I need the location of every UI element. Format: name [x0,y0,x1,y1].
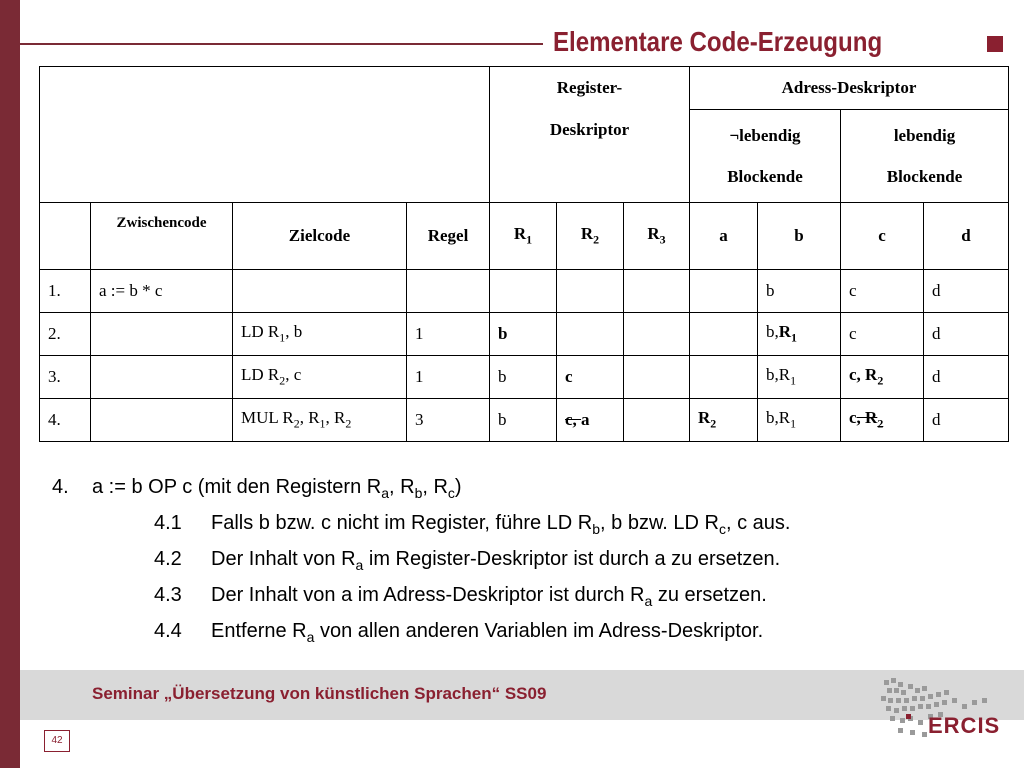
seminar-title: Seminar „Übersetzung von künstlichen Sprachen“ SS09 [92,684,547,703]
row-zwischencode: a := b * c [91,270,233,313]
row-zielcode: MUL $R_2$, $R_1$, $R_2$ [233,399,407,442]
row-a [690,313,758,356]
row-c: c, $R_2$ [841,399,924,442]
table-row [40,313,1009,356]
register-descriptor-header [490,67,690,203]
not-live-header [690,110,841,203]
live-line1: lebendig [893,126,956,145]
row-r3 [624,270,690,313]
register-descriptor-line1: Register- [556,78,623,97]
left-accent-bar [0,0,20,768]
row-r1 [490,270,557,313]
rule-item: 4. a := b OP c (mit den Registern $R_a$, $R_b$, $R_c$) [52,476,462,501]
row-num: 1. [40,270,91,313]
row-r3 [624,313,690,356]
row-a [690,356,758,399]
not-live-line1: ¬lebendig [729,126,801,145]
row-c: c, $R_2$ [841,356,924,399]
rule-item: 4.3 Der Inhalt von a im Adress-Deskriptor ist durch $R_a$ zu ersetzen. [154,584,767,609]
live-header [841,110,1009,203]
row-num: 3. [40,356,91,399]
rule-list [52,472,790,652]
page-number: 42 [44,730,70,752]
row-d: d [924,313,1009,356]
code-generation-table [39,66,1009,442]
col-b-header: b [758,203,841,270]
row-r1: b [490,399,557,442]
col-regel-header: Regel [407,203,490,270]
rule-item: 4.2 Der Inhalt von $R_a$ im Register-Deskriptor ist durch a zu ersetzen. [154,548,781,573]
rule-item: 4.4 Entferne $R_a$ von allen anderen Variablen im Adress-Deskriptor. [154,620,764,645]
live-line2: Blockende [886,167,963,186]
col-r3-header: $R_3$ [624,203,690,270]
slide-title: Elementare Code-Erzeugung [553,26,883,57]
row-r2: c, a [557,399,624,442]
row-zwischencode [91,356,233,399]
header-blank-cell [40,67,490,203]
row-r1: b [490,313,557,356]
ercis-logo: ERCIS [928,713,1001,738]
register-descriptor-line2: Deskriptor [549,120,630,139]
row-b: $b,R_1$ [758,356,841,399]
row-c: c [841,270,924,313]
row-zielcode [233,270,407,313]
col-zielcode-header: Zielcode [233,203,407,270]
row-zielcode: LD $R_2$, c [233,356,407,399]
table-row [40,399,1009,442]
row-b: b [758,270,841,313]
row-r1: b [490,356,557,399]
row-regel: 1 [407,313,490,356]
row-a: $R_2$ [690,399,758,442]
row-d: d [924,399,1009,442]
row-regel: 3 [407,399,490,442]
col-zwischencode-header: Zwischencode [91,203,233,270]
row-r2: c [557,356,624,399]
row-r3 [624,399,690,442]
row-a [690,270,758,313]
row-regel: 1 [407,356,490,399]
col-r2-header: $R_2$ [557,203,624,270]
row-zielcode: LD $R_1$, b [233,313,407,356]
row-d: d [924,270,1009,313]
address-descriptor-header: Adress-Deskriptor [690,67,1009,110]
row-num: 2. [40,313,91,356]
row-b: $b,R_1$ [758,399,841,442]
col-c-header: c [841,203,924,270]
row-regel [407,270,490,313]
row-num: 4. [40,399,91,442]
row-r2 [557,313,624,356]
col-r1-header: $R_1$ [490,203,557,270]
square-bullet-icon [987,36,1003,52]
row-c: c [841,313,924,356]
not-live-line2: Blockende [727,167,803,186]
col-d-header: d [924,203,1009,270]
row-zwischencode [91,313,233,356]
table-row [40,356,1009,399]
table-row [40,270,1009,313]
row-r2 [557,270,624,313]
rule-item: 4.1 Falls b bzw. c nicht im Register, führe LD $R_b$, b bzw. LD $R_c$, c aus. [154,512,791,537]
col-num-header [40,203,91,270]
row-r3 [624,356,690,399]
row-d: d [924,356,1009,399]
row-zwischencode [91,399,233,442]
col-a-header: a [690,203,758,270]
title-rule [20,43,543,45]
row-b: $b,R_1$ [758,313,841,356]
